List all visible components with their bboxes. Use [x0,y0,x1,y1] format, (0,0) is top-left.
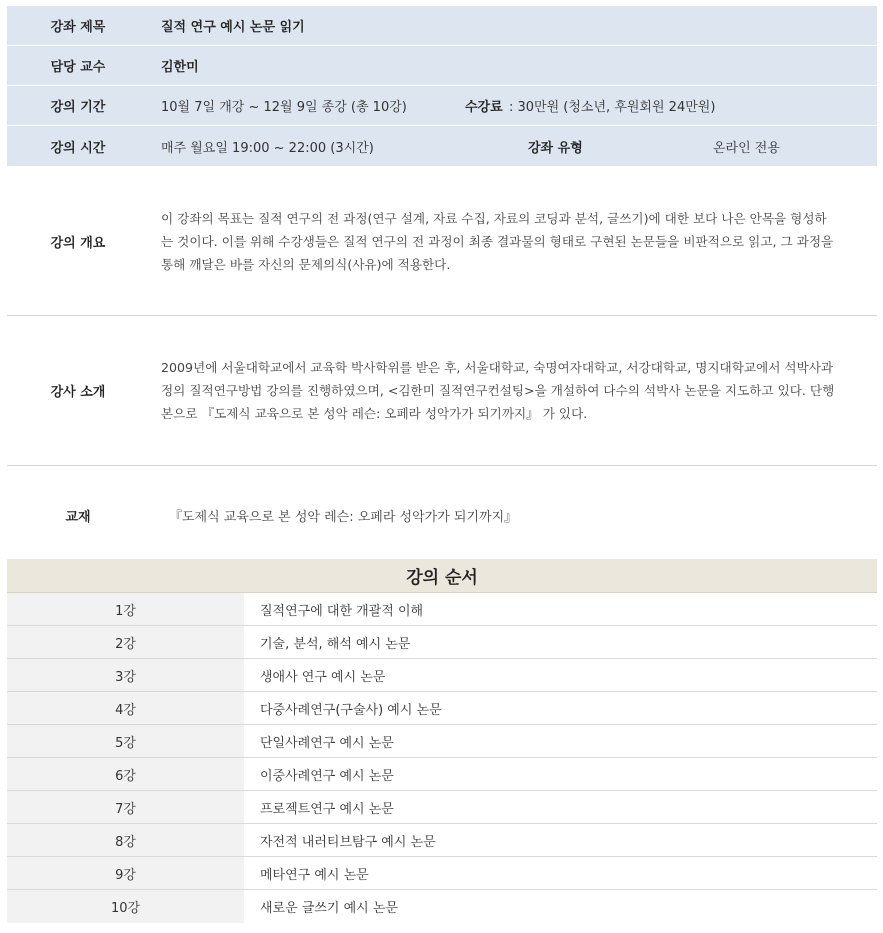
lecture-row [7,593,877,626]
instructor-intro-text [161,356,873,425]
overview-section [7,166,877,316]
lecture-number: 1강 [7,593,244,625]
instructor-intro-line: 정의 질적연구방법 강의를 진행하였으며, <김한미 질적연구컨설팅>을 개설하여 다수의 석박사 논문을 지도하고 있다. 단행 [161,383,835,398]
instructor-intro-section [7,316,877,466]
lecture-row [7,857,877,890]
instructor-row [7,46,877,86]
time-label: 강의 시간 [50,140,106,156]
lecture-number: 5강 [7,725,244,757]
lecture-number: 10강 [7,890,244,923]
overview-line: 통해 깨달은 바를 자신의 문제의식(사유)에 적용한다. [161,257,451,272]
lecture-row [7,758,877,791]
course-info-page [7,6,877,923]
textbook-value: 『도제식 교육으로 본 성악 레슨: 오페라 성악가가 되기까지』 [169,510,518,525]
lecture-title: 질적연구에 대한 개괄적 이해 [260,603,424,619]
lecture-row [7,890,877,923]
instructor-value: 김한미 [161,60,199,75]
course-type-value: 온라인 전용 [713,140,780,156]
lecture-number: 4강 [7,692,244,724]
lecture-order-list [7,593,877,923]
time-value: 매주 월요일 19:00 ~ 22:00 (3시간) [161,140,374,156]
lecture-row [7,692,877,725]
lecture-row [7,626,877,659]
textbook-row [7,466,877,559]
lecture-title: 새로운 글쓰기 예시 논문 [260,901,398,916]
course-title-row [7,6,877,46]
lecture-number: 6강 [7,758,244,790]
instructor-intro-line: 본으로 『도제식 교육으로 본 성악 레슨: 오페라 성악가가 되기까지』 가 있다. [161,406,588,421]
lecture-title: 메타연구 예시 논문 [260,867,369,883]
overview-line: 는 것이다. 이를 위해 수강생들은 질적 연구의 전 과정이 최종 결과물의 형태로 구현된 논문들을 비판적으로 읽고, 그 과정을 [161,234,834,249]
instructor-label: 담당 교수 [50,60,106,75]
lecture-number: 2강 [7,626,244,658]
overview-text [161,207,873,276]
lecture-number: 9강 [7,857,244,889]
lecture-number: 8강 [7,824,244,856]
lecture-row [7,659,877,692]
instructor-intro-line: 2009년에 서울대학교에서 교육학 박사학위를 받은 후, 서울대학교, 숙명여자대학교, 서강대학교, 명지대학교에서 석박사과 [161,360,834,375]
lecture-number: 7강 [7,791,244,823]
course-title-label: 강좌 제목 [50,20,106,35]
overview-line: 이 강좌의 목표는 질적 연구의 전 과정(연구 설계, 자료 수집, 자료의 코딩과 분석, 글쓰기)에 대한 보다 나은 안목을 형성하 [161,211,827,226]
textbook-label: 교재 [65,510,91,525]
lecture-title: 이중사례연구 예시 논문 [260,768,394,784]
lecture-title: 프로젝트연구 예시 논문 [260,801,394,817]
period-value: 10월 7일 개강 ~ 12월 9일 종강 (총 10강) [161,100,407,115]
lecture-row [7,791,877,824]
lecture-row [7,725,877,758]
fee-label: 수강료 [465,100,503,115]
overview-label: 강의 개요 [50,236,106,251]
course-title-value: 질적 연구 예시 논문 읽기 [161,20,305,35]
lecture-title: 생애사 연구 예시 논문 [260,669,386,685]
lecture-title: 단일사례연구 예시 논문 [260,735,394,751]
time-row [7,126,877,166]
lecture-order-header: 강의 순서 [7,559,877,593]
lecture-row [7,824,877,857]
instructor-intro-label: 강사 소개 [50,385,106,400]
lecture-title: 자전적 내러티브탐구 예시 논문 [260,834,436,850]
lecture-title: 다중사례연구(구술사) 예시 논문 [260,702,442,718]
lecture-title: 기술, 분석, 해석 예시 논문 [260,636,411,652]
course-type-label: 강좌 유형 [528,140,583,156]
period-label: 강의 기간 [50,100,106,115]
fee-value: : 30만원 (청소년, 후원회원 24만원) [509,100,716,115]
period-row [7,86,877,126]
lecture-number: 3강 [7,659,244,691]
